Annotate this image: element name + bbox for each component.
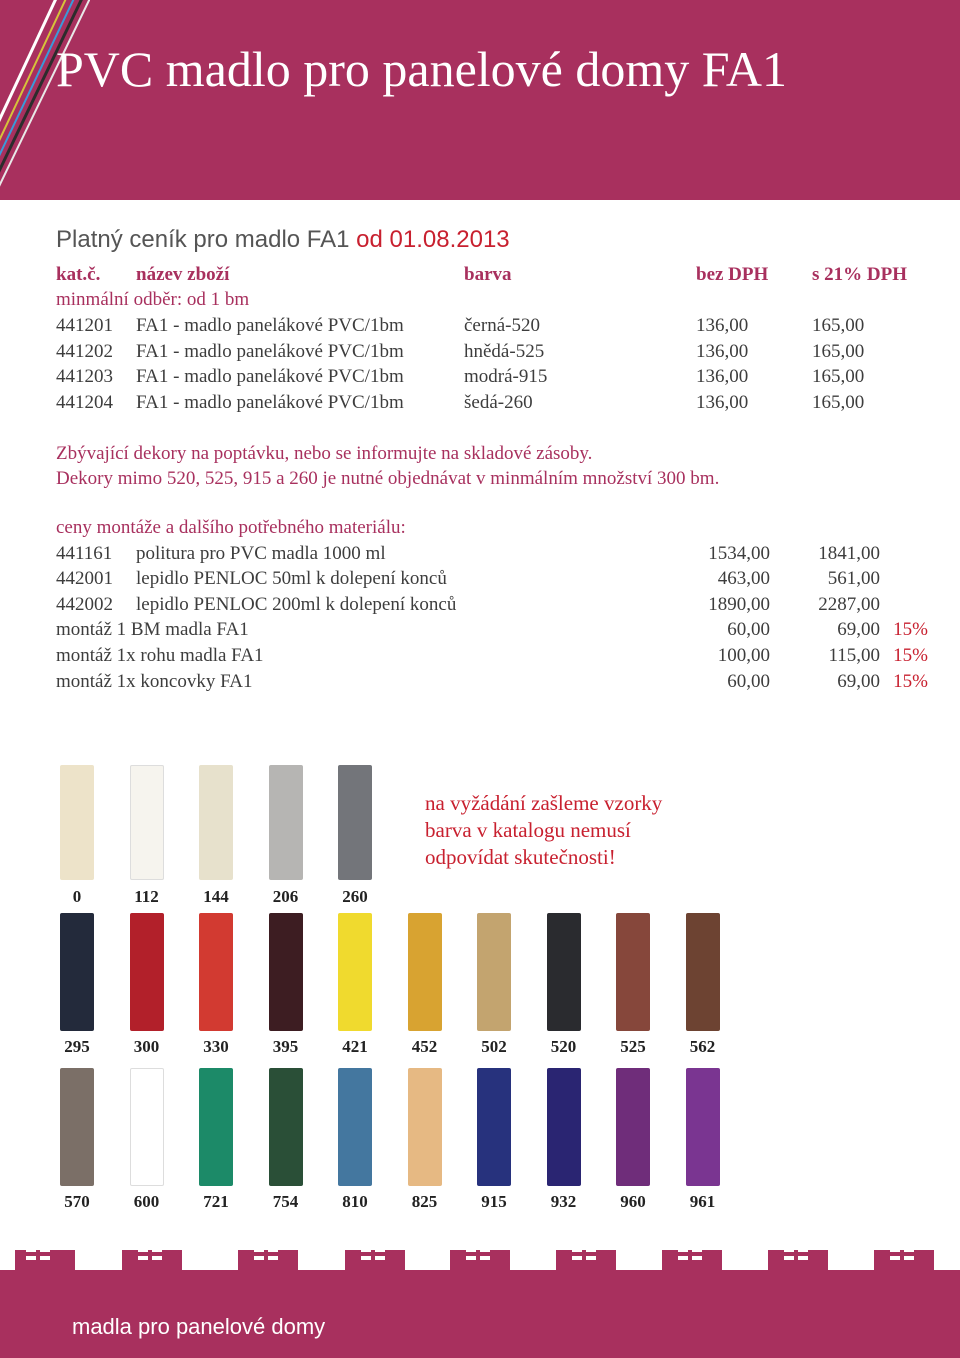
material-row [56, 568, 936, 592]
row-gross: 165,00 [812, 366, 865, 387]
swatch-label: 562 [689, 1037, 716, 1056]
material-gross: 115,00 [828, 645, 880, 666]
row-gross: 165,00 [812, 341, 865, 362]
swatch-color-bar [269, 913, 303, 1031]
min-order-text: minmální odběr: od 1 bm [56, 289, 250, 310]
row-color: šedá-260 [464, 392, 533, 413]
swatch-label: 452 [411, 1037, 438, 1056]
material-name: montáž 1x koncovky FA1 [56, 671, 253, 692]
material-row [56, 645, 936, 669]
row-name: FA1 - madlo panelákové PVC/1bm [136, 366, 404, 387]
material-gross: 69,00 [837, 619, 880, 640]
material-row [56, 671, 936, 695]
material-net: 60,00 [727, 671, 770, 692]
swatch-color-bar [269, 765, 303, 880]
swatch-label: 721 [203, 1192, 229, 1211]
color-swatch [130, 1068, 164, 1212]
swatch-label: 206 [272, 887, 299, 906]
swatch-label: 960 [620, 1192, 646, 1211]
header-code: kat.č. [56, 264, 101, 285]
swatch-color-bar [547, 1068, 581, 1186]
row-gross: 165,00 [812, 392, 865, 413]
swatch-color-bar [477, 1068, 511, 1186]
row-net: 136,00 [696, 392, 749, 413]
swatch-label: 421 [342, 1037, 368, 1056]
swatch-label: 300 [133, 1037, 160, 1056]
swatch-color-bar [130, 913, 164, 1031]
swatch-label: 915 [481, 1192, 507, 1211]
swatch-color-bar [338, 913, 372, 1031]
material-gross: 69,00 [837, 671, 880, 692]
color-swatch [616, 913, 650, 1057]
material-name: montáž 1x rohu madla FA1 [56, 645, 264, 666]
swatch-color-bar [338, 765, 372, 880]
color-swatch [269, 1068, 303, 1212]
sample-note [425, 790, 662, 871]
page-title: PVC madlo pro panelové domy FA1 [56, 41, 787, 97]
swatch-color-bar [408, 913, 442, 1031]
material-gross: 561,00 [827, 568, 880, 589]
row-color: modrá-915 [464, 366, 548, 387]
price-list-heading [56, 226, 510, 254]
material-code: 442002 [56, 594, 113, 615]
material-name: lepidlo PENLOC 200ml k dolepení konců [136, 594, 457, 615]
swatch-label: 502 [481, 1037, 507, 1056]
swatch-color-bar [547, 913, 581, 1031]
material-code: 441161 [56, 543, 113, 564]
min-order [56, 289, 936, 313]
swatch-color-bar [60, 913, 94, 1031]
table-row [56, 366, 936, 390]
swatch-label: 525 [620, 1037, 646, 1056]
material-code: 442001 [56, 568, 113, 589]
row-net: 136,00 [696, 366, 749, 387]
materials-heading: ceny montáže a dalšího potřebného materiálu: [56, 517, 406, 538]
color-swatch [60, 1068, 94, 1212]
row-color: hnědá-525 [464, 341, 545, 362]
swatch-label: 330 [203, 1037, 229, 1056]
swatch-label: 810 [342, 1192, 368, 1211]
swatch-label: 754 [272, 1192, 299, 1211]
color-swatch [199, 1068, 233, 1212]
color-swatch [408, 1068, 442, 1212]
row-color: černá-520 [464, 315, 540, 336]
header-banner [0, 0, 960, 200]
swatch-label: 260 [342, 887, 368, 906]
row-net: 136,00 [696, 315, 749, 336]
row-gross: 165,00 [812, 315, 865, 336]
swatch-color-bar [199, 765, 233, 880]
swatch-color-bar [408, 1068, 442, 1186]
swatch-label: 570 [64, 1192, 90, 1211]
note-minimum-quantity: Dekory mimo 520, 525, 915 a 260 je nutné objednávat v minmálním množství 300 bm. [56, 468, 720, 489]
material-name: montáž 1 BM madla FA1 [56, 619, 249, 640]
material-gross: 2287,00 [818, 594, 880, 615]
swatch-color-bar [269, 1068, 303, 1186]
color-swatch [616, 1068, 650, 1212]
color-swatch [199, 765, 233, 907]
color-swatch [269, 765, 303, 907]
material-net: 1890,00 [708, 594, 770, 615]
material-net: 60,00 [727, 619, 770, 640]
header-color: barva [464, 264, 512, 285]
note-remaining-decors: Zbývající dekory na poptávku, nebo se informujte na skladové zásoby. [56, 443, 593, 464]
color-swatch [338, 913, 372, 1057]
header-name: název zboží [136, 264, 230, 285]
swatch-label: 295 [64, 1037, 90, 1056]
swatch-color-bar [60, 1068, 94, 1186]
row-net: 136,00 [696, 341, 749, 362]
swatch-color-bar [130, 1068, 164, 1186]
material-net: 463,00 [717, 568, 770, 589]
swatch-label: 825 [411, 1192, 438, 1211]
swatch-color-bar [616, 1068, 650, 1186]
color-swatch [199, 913, 233, 1057]
color-swatch [60, 765, 94, 907]
swatch-color-bar [686, 913, 720, 1031]
swatch-label: 520 [550, 1037, 577, 1056]
color-swatch [477, 913, 511, 1057]
row-code: 441204 [56, 392, 113, 413]
table-row [56, 392, 936, 416]
swatch-color-bar [477, 913, 511, 1031]
swatch-color-bar [686, 1068, 720, 1186]
material-name: politura pro PVC madla 1000 ml [136, 543, 386, 564]
swatch-color-bar [338, 1068, 372, 1186]
row-name: FA1 - madlo panelákové PVC/1bm [136, 392, 404, 413]
row-code: 441203 [56, 366, 113, 387]
color-swatch [547, 1068, 581, 1212]
swatch-label: 0 [72, 887, 82, 906]
table-header [56, 264, 936, 288]
swatch-label: 961 [689, 1192, 716, 1211]
swatch-label: 144 [203, 887, 229, 906]
swatch-label: 112 [134, 887, 159, 906]
color-swatch [686, 1068, 720, 1212]
price-list-date: od 01.08.2013 [356, 226, 510, 253]
sample-note-line: na vyžádání zašleme vzorky [425, 791, 663, 815]
material-vat: 15% [893, 619, 928, 640]
sample-note-line: odpovídat skutečnosti! [425, 845, 616, 869]
swatch-label: 932 [550, 1192, 577, 1211]
color-swatch [338, 1068, 372, 1212]
material-name: lepidlo PENLOC 50ml k dolepení konců [136, 568, 447, 589]
swatch-color-bar [130, 765, 164, 880]
decorative-stripes [0, 0, 90, 200]
color-swatch [686, 913, 720, 1057]
row-code: 441202 [56, 341, 113, 362]
swatch-color-bar [199, 913, 233, 1031]
material-gross: 1841,00 [818, 543, 880, 564]
material-net: 1534,00 [708, 543, 770, 564]
color-swatch [130, 913, 164, 1057]
color-swatch [130, 765, 164, 907]
material-vat: 15% [893, 671, 928, 692]
header-net: bez DPH [696, 264, 769, 285]
swatch-color-bar [199, 1068, 233, 1186]
color-swatch [269, 913, 303, 1057]
material-row [56, 543, 936, 567]
material-net: 100,00 [717, 645, 770, 666]
table-row [56, 315, 936, 339]
row-code: 441201 [56, 315, 113, 336]
color-swatch [408, 913, 442, 1057]
material-row [56, 594, 936, 618]
header-gross: s 21% DPH [812, 264, 907, 285]
swatch-label: 600 [133, 1192, 160, 1211]
material-vat: 15% [893, 645, 928, 666]
material-row [56, 619, 936, 643]
color-swatch [338, 765, 372, 907]
price-list-title: Platný ceník pro madlo FA1 [56, 226, 350, 253]
swatch-label: 395 [272, 1037, 299, 1056]
swatch-color-bar [60, 765, 94, 880]
color-swatch [547, 913, 581, 1057]
sample-note-line: barva v katalogu nemusí [425, 818, 631, 842]
table-row [56, 341, 936, 365]
row-name: FA1 - madlo panelákové PVC/1bm [136, 315, 404, 336]
color-swatch [477, 1068, 511, 1212]
row-name: FA1 - madlo panelákové PVC/1bm [136, 341, 404, 362]
color-swatch [60, 913, 94, 1057]
swatch-color-bar [616, 913, 650, 1031]
footer-text: madla pro panelové domy [72, 1314, 326, 1339]
window-pattern [0, 1248, 960, 1288]
